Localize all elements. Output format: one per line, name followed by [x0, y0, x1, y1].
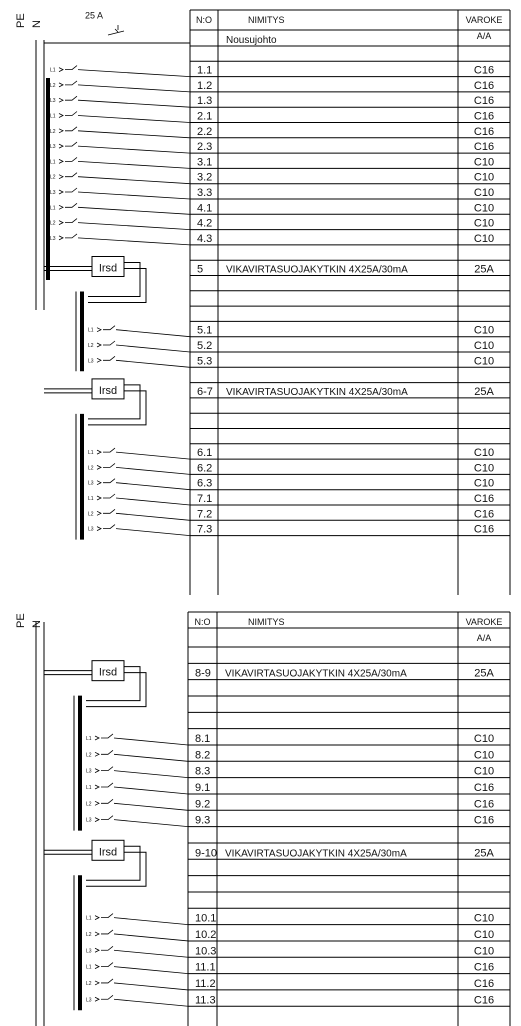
phase-label: L2 — [86, 801, 92, 808]
switch-contact — [103, 448, 115, 452]
main-switch-symbol — [108, 25, 124, 35]
phase-label: L2 — [86, 931, 92, 938]
breaker-symbol — [95, 948, 99, 952]
phase-label: L1 — [88, 327, 94, 334]
header-protection: VAROKE — [465, 617, 503, 627]
phase-label: L1 — [88, 496, 94, 502]
circuit-number: 2.3 — [197, 141, 213, 154]
circuit-feed-line — [114, 999, 188, 1006]
circuit-number: 11.1 — [195, 961, 216, 974]
circuit-feed-line — [114, 787, 188, 794]
switch-contact — [65, 157, 77, 161]
circuit-number: 6-7 — [197, 385, 213, 398]
circuit-number: 8-9 — [195, 667, 211, 680]
breaker-symbol — [97, 511, 101, 515]
protection-value: C10 — [473, 732, 495, 745]
protection-value: C10 — [473, 447, 495, 460]
breaker-symbol — [95, 736, 99, 740]
circuit-feed-line — [116, 467, 190, 474]
switch-contact — [65, 142, 77, 146]
circuit-number: 6.3 — [197, 477, 213, 490]
breaker-symbol — [95, 801, 99, 805]
protection-value: C10 — [473, 928, 495, 941]
circuit-feed-line — [78, 146, 190, 153]
switch-contact — [101, 734, 113, 738]
phase-label: L3 — [86, 997, 92, 1004]
sheet-1 — [15, 10, 510, 595]
circuit-feed-line — [116, 360, 190, 367]
breaker-symbol — [97, 496, 101, 500]
phase-label: L1 — [88, 450, 94, 457]
breaker-symbol — [95, 997, 99, 1001]
switch-contact — [101, 946, 113, 950]
protection-value: C10 — [473, 340, 495, 352]
protection-value: C10 — [473, 477, 495, 490]
protection-value: C16 — [473, 798, 495, 811]
protection-value: C16 — [473, 79, 495, 92]
rcd-label: Irsd — [98, 666, 118, 679]
header-protection-sub: A/A — [476, 31, 492, 41]
breaker-symbol — [59, 98, 63, 102]
circuit-feed-line — [78, 177, 190, 184]
circuit-number: 9-10 — [195, 847, 218, 860]
phase-label: L1 — [50, 159, 56, 166]
switch-contact — [101, 930, 113, 934]
rcd-label: Irsd — [98, 384, 118, 397]
header-no: N:O — [195, 15, 213, 25]
circuit-feed-line — [114, 820, 188, 827]
circuit-number: 1.1 — [197, 64, 213, 77]
circuit-number: 2.2 — [197, 125, 213, 138]
switch-contact — [103, 341, 115, 345]
phase-label: L3 — [86, 768, 92, 775]
protection-value: C10 — [473, 187, 495, 199]
protection-value: C10 — [473, 355, 495, 368]
breaker-symbol — [59, 68, 63, 72]
phase-label: L2 — [50, 174, 56, 181]
protection-value: C10 — [473, 749, 495, 762]
switch-contact — [101, 979, 113, 983]
switch-contact — [101, 995, 113, 999]
circuit-feed-line — [78, 131, 190, 138]
circuit-feed-line — [78, 85, 190, 92]
circuit-name: VIKAVIRTASUOJAKYTKIN 4X25A/30mA — [226, 264, 408, 276]
protection-value: C10 — [473, 217, 495, 230]
circuit-number: 5 — [197, 263, 204, 276]
breaker-symbol — [95, 981, 99, 985]
circuit-feed-line — [116, 452, 190, 459]
protection-value: 25A — [474, 847, 494, 860]
circuit-feed-line — [78, 100, 190, 107]
phase-label: L2 — [50, 220, 56, 227]
breaker-symbol — [59, 190, 63, 194]
protection-value: C16 — [473, 508, 495, 521]
phase-label: L1 — [86, 735, 92, 742]
protection-value: C16 — [473, 64, 495, 77]
protection-value: 25A — [474, 667, 494, 680]
circuit-number: 7.1 — [197, 493, 213, 505]
circuit-number: 1.3 — [197, 95, 213, 108]
protection-value: C16 — [473, 95, 495, 108]
protection-value: C10 — [473, 765, 495, 778]
breaker-symbol — [59, 175, 63, 179]
phase-label: L1 — [50, 67, 56, 74]
switch-contact — [65, 203, 77, 207]
phase-label: L2 — [88, 511, 94, 518]
phase-label: L2 — [86, 980, 92, 987]
protection-value: C10 — [473, 945, 495, 958]
circuit-number: 8.2 — [195, 749, 211, 762]
circuit-number: 4.1 — [197, 202, 213, 215]
circuit-number: 8.1 — [195, 732, 211, 745]
switch-contact — [101, 799, 113, 803]
protection-value: C16 — [473, 781, 495, 794]
switch-contact — [103, 494, 115, 498]
breaker-symbol — [97, 328, 101, 332]
circuit-feed-line — [78, 238, 190, 245]
protection-value: C10 — [473, 171, 495, 184]
phase-label: L3 — [86, 817, 92, 824]
breaker-symbol — [59, 236, 63, 240]
circuit-feed-line — [114, 771, 188, 778]
phase-label: L2 — [50, 128, 56, 135]
circuit-number: 3.3 — [197, 187, 213, 199]
circuit-number: 5.3 — [197, 355, 213, 368]
circuit-number: 6.1 — [197, 447, 213, 460]
phase-label: L3 — [88, 526, 94, 533]
phase-label: L2 — [88, 465, 94, 472]
breaker-symbol — [59, 144, 63, 148]
circuit-feed-line — [78, 161, 190, 168]
circuit-feed-line — [114, 950, 188, 957]
protection-value: C10 — [473, 232, 495, 245]
circuit-number: 11.2 — [195, 977, 216, 990]
circuit-number: 6.2 — [197, 462, 213, 475]
switch-contact — [65, 127, 77, 131]
phase-label: L1 — [50, 113, 56, 120]
circuit-number: 9.1 — [195, 781, 211, 794]
breaker-symbol — [97, 527, 101, 531]
header-protection-sub: A/A — [476, 633, 492, 643]
protection-value: C16 — [473, 977, 495, 990]
circuit-feed-line — [114, 754, 188, 761]
protection-value: C16 — [473, 961, 495, 974]
phase-label: L1 — [86, 915, 92, 922]
switch-contact — [103, 479, 115, 483]
switch-contact — [65, 219, 77, 223]
circuit-feed-line — [114, 803, 188, 810]
circuit-number: 5.1 — [197, 324, 213, 337]
pe-bus-label: PE — [15, 13, 27, 28]
main-switch-rating: 25 A — [85, 10, 104, 21]
header-name: NIMITYS — [248, 617, 285, 627]
circuit-number: 7.3 — [197, 523, 213, 536]
breaker-symbol — [59, 221, 63, 225]
header-name: NIMITYS — [248, 15, 285, 25]
breaker-symbol — [97, 481, 101, 485]
protection-value: C16 — [473, 493, 495, 505]
phase-label: L1 — [50, 205, 56, 212]
header-protection: VAROKE — [465, 15, 503, 25]
protection-value: C10 — [473, 324, 495, 337]
switch-contact — [65, 173, 77, 177]
protection-value: C16 — [473, 814, 495, 827]
circuit-number: 3.1 — [197, 156, 213, 169]
breaker-symbol — [97, 450, 101, 454]
phase-label: L3 — [50, 190, 56, 196]
switch-contact — [101, 963, 113, 967]
phase-label: L3 — [88, 480, 94, 487]
switch-contact — [103, 525, 115, 529]
circuit-name: Nousujohto — [226, 35, 277, 46]
switch-contact — [65, 112, 77, 116]
circuit-number: 10.1 — [195, 912, 217, 925]
switch-contact — [103, 356, 115, 360]
rcd-label: Irsd — [98, 846, 118, 859]
breaker-symbol — [59, 205, 63, 209]
circuit-name: VIKAVIRTASUOJAKYTKIN 4X25A/30mA — [225, 668, 407, 680]
protection-value: C10 — [473, 202, 495, 215]
phase-label: L2 — [86, 752, 92, 759]
breaker-symbol — [95, 965, 99, 969]
circuit-feed-line — [114, 918, 188, 925]
switch-contact — [101, 767, 113, 771]
switch-contact — [103, 509, 115, 513]
header-no: N:O — [194, 617, 211, 627]
circuit-feed-line — [116, 330, 190, 337]
phase-label: L3 — [50, 98, 56, 105]
phase-label: L1 — [86, 964, 92, 971]
phase-label: L3 — [50, 235, 56, 242]
circuit-number: 9.2 — [195, 798, 211, 811]
breaker-symbol — [95, 785, 99, 789]
phase-label: L3 — [88, 358, 94, 365]
circuit-feed-line — [78, 192, 190, 199]
breaker-symbol — [97, 465, 101, 469]
protection-value: C16 — [473, 141, 495, 154]
circuit-number: 5.2 — [197, 340, 213, 352]
breaker-symbol — [95, 769, 99, 773]
breaker-symbol — [59, 159, 63, 163]
circuit-number: 10.2 — [195, 928, 217, 941]
switch-contact — [65, 81, 77, 85]
circuit-number: 1.2 — [197, 79, 213, 92]
circuit-number: 9.3 — [195, 814, 211, 827]
breaker-symbol — [95, 818, 99, 822]
switch-contact — [103, 463, 115, 467]
pe-bus-label: PE — [15, 613, 27, 628]
switch-contact — [101, 750, 113, 754]
circuit-feed-line — [116, 513, 190, 520]
switch-contact — [65, 96, 77, 100]
circuit-feed-line — [78, 207, 190, 214]
switch-contact — [101, 816, 113, 820]
circuit-feed-line — [78, 223, 190, 230]
circuit-feed-line — [78, 116, 190, 123]
circuit-number: 2.1 — [197, 110, 213, 123]
protection-value: C16 — [473, 523, 495, 536]
circuit-number: 8.3 — [195, 765, 211, 778]
n-bus-label: N — [31, 620, 43, 628]
breaker-symbol — [59, 129, 63, 133]
circuit-feed-line — [116, 345, 190, 352]
switch-contact — [101, 914, 113, 918]
circuit-number: 4.2 — [197, 217, 213, 230]
circuit-number: 10.3 — [195, 945, 217, 958]
circuit-feed-line — [114, 983, 188, 990]
phase-label: L2 — [50, 82, 56, 89]
breaker-symbol — [59, 83, 63, 87]
phase-label: L1 — [86, 784, 92, 791]
circuit-number: 7.2 — [197, 508, 213, 521]
breaker-symbol — [97, 358, 101, 362]
switch-contact — [101, 783, 113, 787]
circuit-number: 3.2 — [197, 171, 213, 184]
protection-value: C16 — [473, 994, 495, 1007]
protection-value: C10 — [473, 912, 495, 925]
protection-value: C10 — [473, 156, 495, 169]
breaker-symbol — [95, 752, 99, 756]
circuit-number: 11.3 — [195, 994, 216, 1007]
switch-contact — [103, 326, 115, 330]
circuit-name: VIKAVIRTASUOJAKYTKIN 4X25A/30mA — [226, 386, 408, 398]
breaker-symbol — [95, 916, 99, 920]
circuit-feed-line — [78, 70, 190, 77]
circuit-feed-line — [114, 738, 188, 745]
protection-value: C10 — [473, 462, 495, 475]
circuit-name: VIKAVIRTASUOJAKYTKIN 4X25A/30mA — [225, 848, 407, 860]
breaker-symbol — [95, 932, 99, 936]
protection-value: C16 — [473, 110, 495, 123]
protection-value: 25A — [474, 263, 494, 276]
circuit-feed-line — [116, 529, 190, 536]
phase-label: L3 — [50, 144, 56, 151]
circuit-number: 4.3 — [197, 232, 213, 245]
n-bus-label: N — [31, 20, 43, 28]
breaker-symbol — [59, 114, 63, 118]
protection-value: C16 — [473, 125, 495, 138]
protection-value: 25A — [474, 385, 494, 398]
circuit-feed-line — [116, 483, 190, 490]
breaker-symbol — [97, 343, 101, 347]
phase-label: L2 — [88, 343, 94, 349]
rcd-label: Irsd — [98, 262, 118, 275]
circuit-feed-line — [114, 967, 188, 974]
switch-contact — [65, 188, 77, 192]
phase-label: L3 — [86, 948, 92, 955]
circuit-feed-line — [114, 934, 188, 941]
switch-contact — [65, 234, 77, 238]
sheet-2 — [15, 612, 510, 1026]
circuit-feed-line — [116, 498, 190, 505]
switch-contact — [65, 66, 77, 70]
